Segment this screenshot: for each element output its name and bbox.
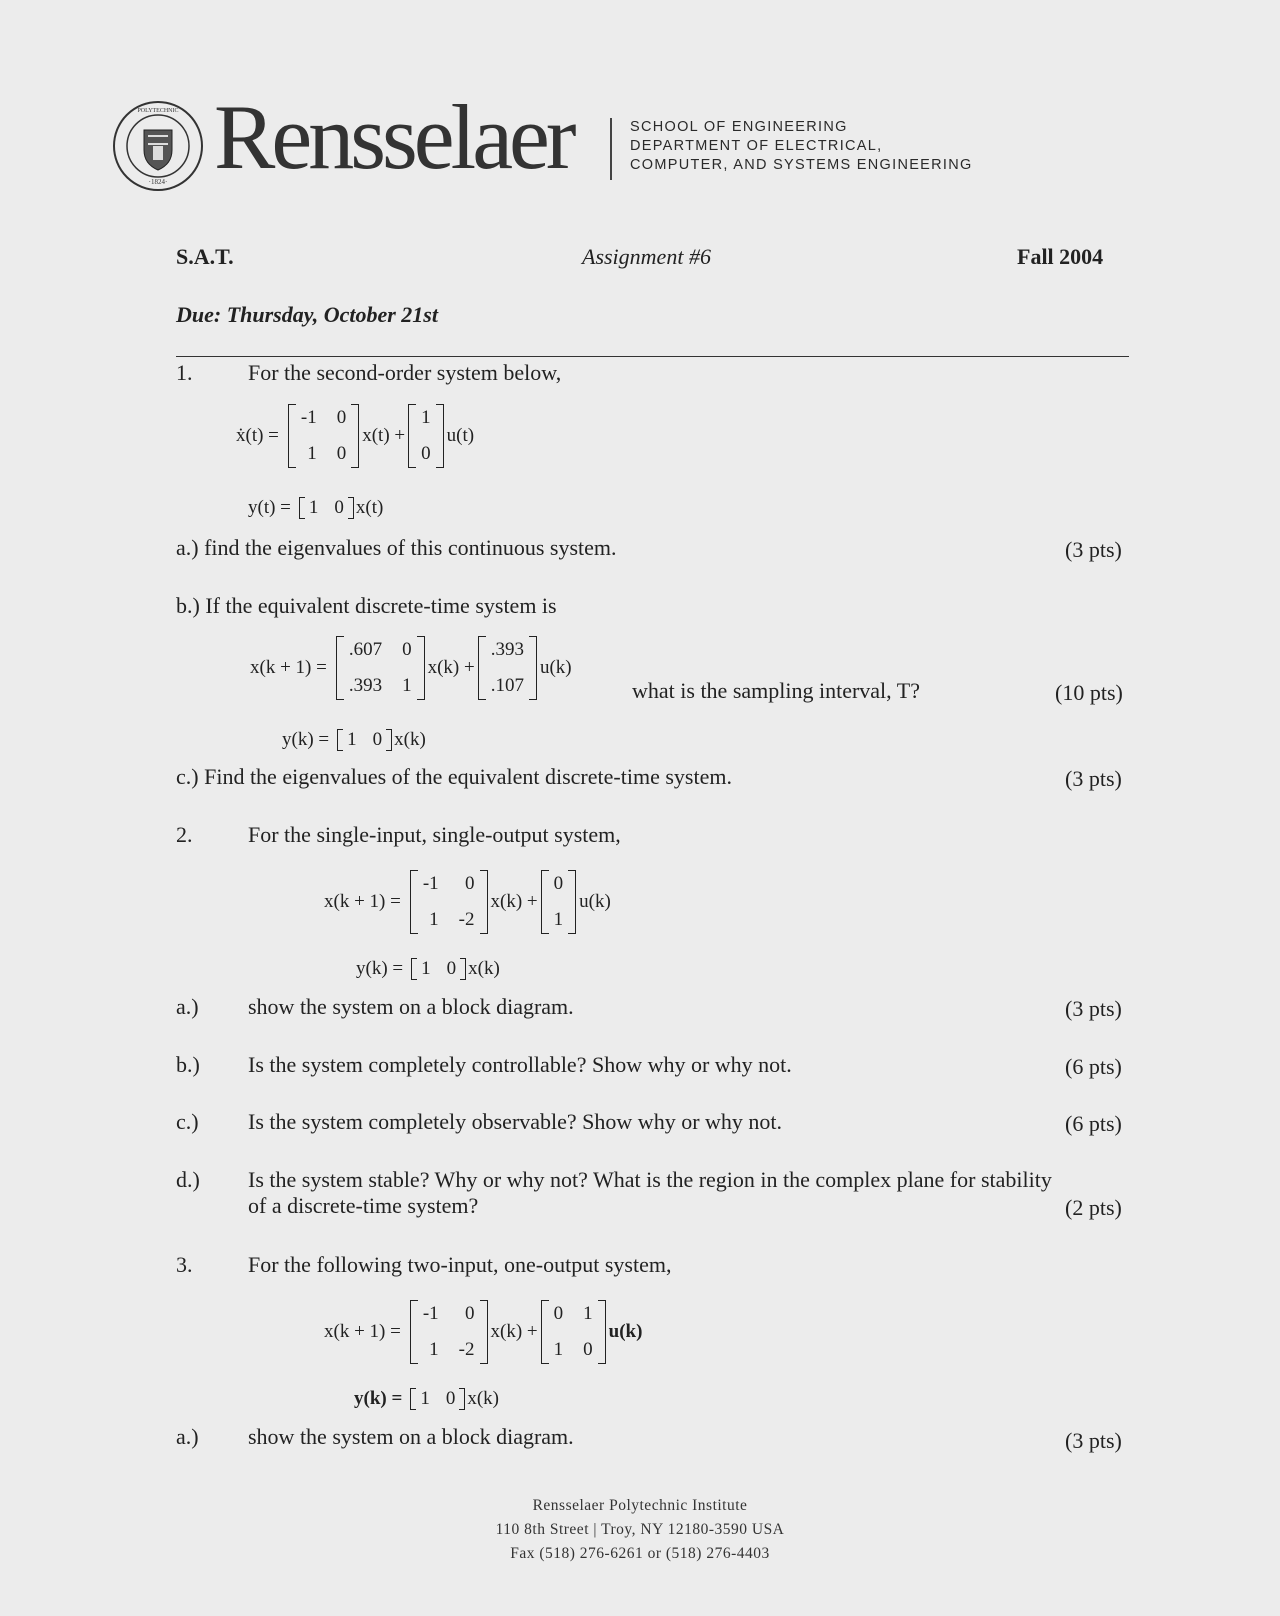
term: Fall 2004	[1017, 244, 1104, 269]
problem-3a-text: show the system on a block diagram.	[248, 1424, 574, 1449]
eq-lhs: x(k + 1) =	[324, 1321, 401, 1342]
matrix-cell: 0	[446, 958, 457, 979]
matrix-cell: 1	[553, 909, 564, 930]
footer-institution: Rensselaer Polytechnic Institute	[532, 1497, 748, 1514]
problem-3-number: 3.	[176, 1252, 193, 1277]
matrix-cell: -1	[300, 407, 317, 428]
eq-term: u(t)	[446, 425, 475, 446]
matrix-cell: 0	[583, 1339, 593, 1360]
footer-address: 110 8th Street | Troy, NY 12180-3590 USA	[495, 1521, 785, 1538]
matrix-cell: 0	[553, 873, 564, 894]
matrix-cell: 1	[583, 1303, 593, 1324]
problem-2-intro: For the single-input, single-output system,	[248, 822, 621, 847]
matrix-cell: -1	[422, 873, 439, 894]
matrix-cell: 0	[336, 407, 347, 428]
matrix-B	[541, 1300, 606, 1364]
matrix-A	[410, 870, 488, 934]
matrix-Ad	[336, 636, 425, 700]
problem-2c-label: c.)	[176, 1109, 199, 1134]
matrix-C	[411, 958, 466, 980]
svg-text:POLYTECHNIC: POLYTECHNIC	[137, 108, 179, 114]
matrix-cell: 1	[429, 1339, 439, 1360]
matrix-cell: 0	[334, 497, 344, 518]
matrix-Bd	[478, 636, 537, 700]
eq-lhs: y(k) =	[354, 1388, 403, 1409]
matrix-B	[408, 404, 444, 468]
problem-3a-label: a.)	[176, 1424, 199, 1449]
problem-2c-points: (6 pts)	[1065, 1111, 1122, 1136]
matrix-cell: 0	[372, 729, 383, 750]
eq-term: x(t)	[355, 497, 384, 518]
problem-3a-points: (3 pts)	[1065, 1428, 1122, 1453]
department-line-2: COMPUTER, AND SYSTEMS ENGINEERING	[630, 157, 973, 173]
matrix-C	[299, 497, 354, 519]
eq-lhs: y(t) =	[248, 497, 291, 518]
problem-3-state-equation	[324, 1292, 642, 1372]
problem-2-output-equation	[356, 955, 500, 983]
matrix-A	[288, 404, 359, 468]
svg-text:·1824·: ·1824·	[148, 178, 168, 186]
problem-2b-label: b.)	[176, 1052, 200, 1077]
eq-term: x(t) +	[362, 425, 406, 446]
matrix-cell: -2	[458, 1339, 475, 1360]
problem-1b-points: (10 pts)	[1055, 680, 1123, 705]
matrix-cell: 0	[402, 639, 412, 660]
problem-1-output-equation	[248, 494, 383, 522]
problem-1-discrete-output-equation	[282, 726, 426, 754]
problem-3-output-equation	[354, 1385, 499, 1413]
course-code: S.A.T.	[176, 244, 234, 269]
matrix-cell: .393	[490, 639, 524, 660]
problem-2d-text: Is the system stable? Why or why not? What is the region in the complex plane for stability	[248, 1167, 1052, 1192]
problem-2d-points: (2 pts)	[1065, 1195, 1122, 1220]
matrix-cell: 1	[308, 497, 319, 518]
assignment-title: Assignment #6	[582, 244, 711, 269]
matrix-cell: .607	[348, 639, 383, 660]
problem-2b-points: (6 pts)	[1065, 1054, 1122, 1079]
problem-2a-points: (3 pts)	[1065, 996, 1122, 1021]
problem-2a-label: a.)	[176, 994, 199, 1019]
matrix-cell: .393	[348, 675, 383, 696]
problem-2d-label: d.)	[176, 1167, 200, 1192]
matrix-cell: 1	[347, 729, 357, 750]
due-date: Due: Thursday, October 21st	[176, 302, 438, 327]
matrix-cell: 1	[420, 1388, 430, 1409]
rpi-seal-logo	[112, 100, 212, 192]
problem-1-discrete-state-equation	[250, 628, 572, 708]
eq-term: x(k)	[467, 1388, 499, 1409]
problem-2-state-equation	[324, 862, 611, 942]
matrix-cell: 1	[421, 958, 431, 979]
matrix-cell: -1	[422, 1303, 439, 1324]
department-line-1: DEPARTMENT OF ELECTRICAL,	[630, 138, 883, 154]
eq-term: x(k) +	[490, 1321, 538, 1342]
matrix-cell: 1	[402, 675, 412, 696]
eq-term: x(k)	[394, 729, 426, 750]
matrix-cell: 0	[465, 873, 475, 894]
eq-lhs: ẋ(t) =	[236, 425, 279, 446]
problem-3-intro: For the following two-input, one-output system,	[248, 1252, 672, 1277]
matrix-cell: 0	[421, 443, 431, 464]
matrix-C	[410, 1388, 465, 1410]
matrix-cell: 0	[465, 1303, 475, 1324]
problem-1a-text: a.) find the eigenvalues of this continuous system.	[176, 535, 617, 560]
matrix-Cd	[337, 729, 392, 751]
eq-term: x(k) +	[427, 657, 475, 678]
eq-lhs: y(k) =	[282, 729, 330, 750]
matrix-cell: -2	[458, 909, 475, 930]
eq-term: x(k) +	[490, 891, 538, 912]
problem-1a-points: (3 pts)	[1065, 537, 1122, 562]
section-rule	[176, 356, 1129, 357]
problem-2d-text-continued: of a discrete-time system?	[248, 1193, 479, 1218]
problem-1b-question: what is the sampling interval, T?	[632, 678, 920, 703]
problem-1c-points: (3 pts)	[1065, 766, 1122, 791]
eq-term: u(k)	[608, 1321, 643, 1342]
problem-1-number: 1.	[176, 360, 193, 385]
matrix-cell: 1	[553, 1339, 564, 1360]
eq-term: u(k)	[539, 657, 572, 678]
matrix-cell: 1	[421, 407, 431, 428]
matrix-cell: 0	[445, 1388, 456, 1409]
matrix-cell: 1	[429, 909, 439, 930]
problem-2b-text: Is the system completely controllable? Show why or why not.	[248, 1052, 792, 1077]
problem-1-intro: For the second-order system below,	[248, 360, 562, 385]
matrix-cell: 0	[553, 1303, 564, 1324]
matrix-B	[541, 870, 577, 934]
footer-fax: Fax (518) 276-6261 or (518) 276-4403	[510, 1545, 770, 1562]
eq-lhs: x(k + 1) =	[324, 891, 401, 912]
eq-lhs: x(k + 1) =	[250, 657, 327, 678]
school-name: SCHOOL OF ENGINEERING	[630, 119, 848, 135]
eq-term: x(k)	[468, 958, 500, 979]
problem-1b-text: b.) If the equivalent discrete-time system is	[176, 593, 557, 618]
problem-2-number: 2.	[176, 822, 193, 847]
eq-term: u(k)	[579, 891, 611, 912]
header-divider	[610, 118, 612, 180]
matrix-A	[410, 1300, 488, 1364]
matrix-cell: 1	[307, 443, 317, 464]
institution-wordmark: Rensselaer	[214, 86, 573, 188]
problem-2a-text: show the system on a block diagram.	[248, 994, 574, 1019]
problem-2c-text: Is the system completely observable? Show why or why not.	[248, 1109, 783, 1134]
problem-1-state-equation	[236, 396, 474, 476]
problem-1c-text: c.) Find the eigenvalues of the equivalent discrete-time system.	[176, 764, 732, 789]
matrix-cell: .107	[490, 675, 524, 696]
matrix-cell: 0	[336, 443, 347, 464]
eq-lhs: y(k) =	[356, 958, 404, 979]
